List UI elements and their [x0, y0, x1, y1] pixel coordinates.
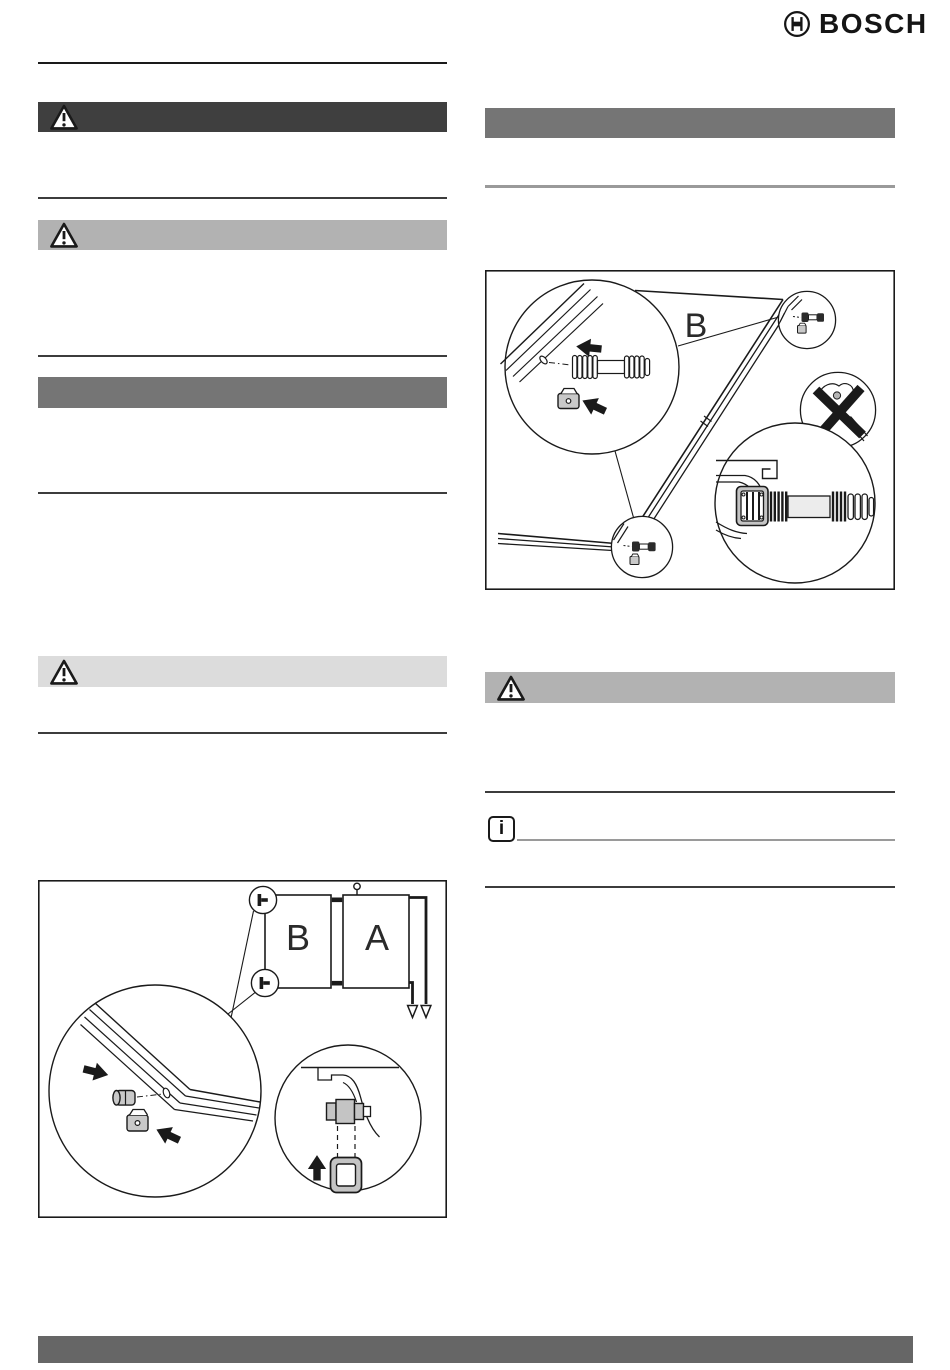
- detail-circle-gasket: [275, 1045, 421, 1193]
- collector-b-label: B: [285, 917, 311, 958]
- detail-circle-pipe-connection: [715, 423, 875, 583]
- divider-left-3: [38, 355, 447, 357]
- section-header-banner-left: [38, 377, 447, 408]
- caution-banner-right: [485, 672, 895, 703]
- divider-left-2: [38, 197, 447, 199]
- warning-triangle-icon: [49, 103, 79, 131]
- installation-figure-left: [38, 880, 447, 1218]
- collector-a-label: A: [364, 917, 390, 958]
- gasket: [331, 1158, 362, 1193]
- detail-circle-plug-mounting: [49, 985, 261, 1197]
- pipe-plug: [327, 1100, 371, 1124]
- divider-right-1: [485, 185, 895, 188]
- detail-circle-port-top: [778, 291, 835, 348]
- danger-banner: [38, 102, 447, 132]
- plug: [113, 1091, 135, 1106]
- divider-right-2: [485, 791, 895, 793]
- notice-banner-left: [38, 656, 447, 687]
- bosch-logo-icon: [783, 10, 811, 38]
- installation-figure-right: [485, 270, 895, 590]
- divider-left-5: [38, 732, 447, 734]
- callout-port-top: [249, 886, 276, 913]
- warning-triangle-icon: [49, 658, 79, 686]
- corrugated-hose: [771, 492, 874, 522]
- divider-top-left: [38, 62, 447, 64]
- footer-bar: [38, 1336, 913, 1363]
- info-icon: i: [488, 816, 515, 842]
- warning-triangle-icon: [496, 674, 526, 702]
- bosch-wordmark: BOSCH: [819, 8, 928, 39]
- divider-left-4: [38, 492, 447, 494]
- warning-triangle-icon: [49, 221, 79, 249]
- divider-right-3: [485, 886, 895, 888]
- section-header-banner-right: [485, 108, 895, 138]
- detail-circle-port-bottom: [611, 516, 672, 577]
- bosch-logo: [783, 8, 928, 40]
- collector-b-label: B: [684, 307, 708, 345]
- pipe-sleeve: [737, 487, 769, 526]
- callout-port-bottom: [251, 969, 278, 996]
- info-divider: [517, 839, 895, 841]
- caution-banner-left: [38, 220, 447, 250]
